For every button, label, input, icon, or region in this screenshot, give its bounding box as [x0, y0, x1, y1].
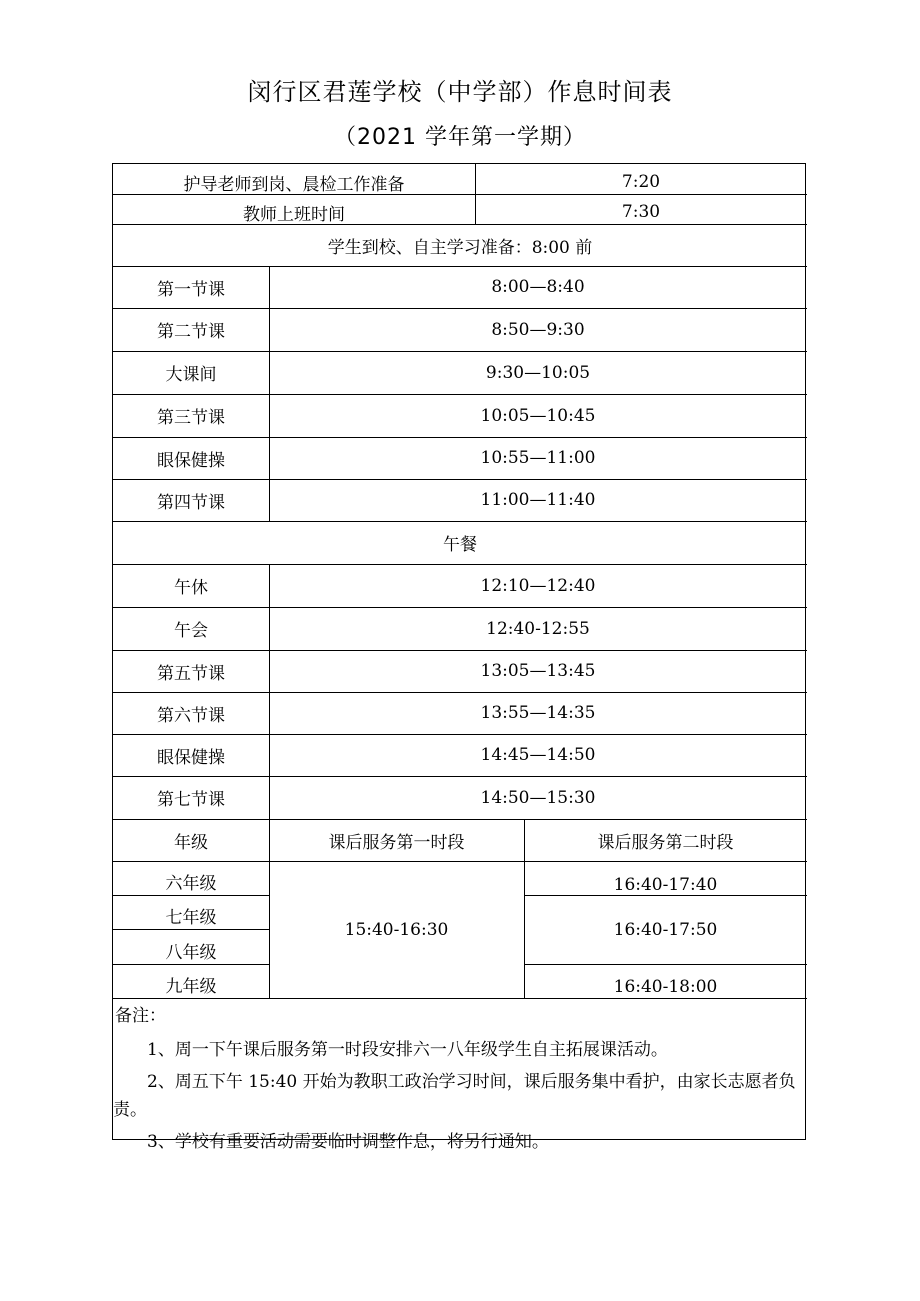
- second-slot-header: 课后服务第二时段: [597, 832, 734, 853]
- student-arrival: 学生到校、自主学习准备：8:00 前: [327, 237, 593, 258]
- note-item: 1、周一下午课后服务第一时段安排六一八年级学生自主拓展课活动。: [147, 1040, 668, 1060]
- schedule-table: [112, 163, 806, 1152]
- grade-label: 九年级: [165, 976, 217, 997]
- page-subtitle: （2021 学年第一学期）: [334, 125, 586, 150]
- notes-title: 备注：: [115, 1006, 166, 1026]
- period-label: 第一节课: [157, 279, 225, 300]
- period-label: 第二节课: [157, 322, 225, 342]
- note-item: 2、周五下午 15:40 开始为教职工政治学习时间，课后服务集中看护，由家长志愿者负责。: [113, 1072, 796, 1120]
- period-label: 午会: [174, 621, 208, 641]
- second-slot-time: 16:40-18:00: [613, 977, 718, 997]
- period-time: 13:05—13:45: [480, 661, 596, 681]
- grade-label: 六年级: [165, 873, 217, 894]
- period-label: 第四节课: [157, 492, 225, 513]
- period-time: 12:40-12:55: [486, 618, 590, 639]
- period-time: 10:05—10:45: [480, 405, 596, 426]
- period-label: 大课间: [165, 365, 217, 385]
- second-slot-time: 16:40-17:50: [613, 919, 718, 940]
- lunch-row: 午餐: [443, 535, 477, 555]
- period-time: 13:55—14:35: [480, 703, 596, 723]
- first-slot-header: 课后服务第一时段: [328, 832, 465, 853]
- teacher-start-time: 7:30: [621, 202, 661, 222]
- period-label: 眼保健操: [157, 450, 225, 471]
- period-time: 14:50—15:30: [480, 787, 596, 808]
- period-time: 9:30—10:05: [485, 362, 591, 383]
- duty-teacher-time: 7:20: [621, 172, 661, 192]
- note-item: 3、学校有重要活动需要临时调整作息，将另行通知。: [147, 1132, 549, 1152]
- period-time: 8:00—8:40: [491, 277, 585, 297]
- period-label: 第七节课: [157, 790, 225, 810]
- second-slot-time: 16:40-17:40: [613, 875, 718, 895]
- period-time: 11:00—11:40: [480, 490, 596, 510]
- first-slot-time: 15:40-16:30: [344, 919, 449, 940]
- grade-label: 八年级: [165, 942, 217, 963]
- period-time: 12:10—12:40: [480, 575, 596, 596]
- period-label: 眼保健操: [157, 747, 225, 768]
- teacher-start-label: 教师上班时间: [243, 204, 345, 225]
- period-label: 第五节课: [157, 663, 225, 684]
- duty-teacher-label: 护导老师到岗、晨检工作准备: [183, 174, 405, 195]
- notes-section: [113, 998, 807, 1156]
- period-label: 第六节课: [157, 705, 225, 726]
- page-title: 闵行区君莲学校（中学部）作息时间表: [247, 78, 673, 106]
- period-time: 10:55—11:00: [480, 448, 596, 468]
- period-label: 午休: [174, 578, 208, 598]
- period-time: 14:45—14:50: [480, 745, 596, 765]
- grade-header: 年级: [174, 832, 208, 853]
- period-time: 8:50—9:30: [491, 319, 585, 340]
- grade-label: 七年级: [165, 907, 217, 928]
- period-label: 第三节课: [157, 408, 225, 428]
